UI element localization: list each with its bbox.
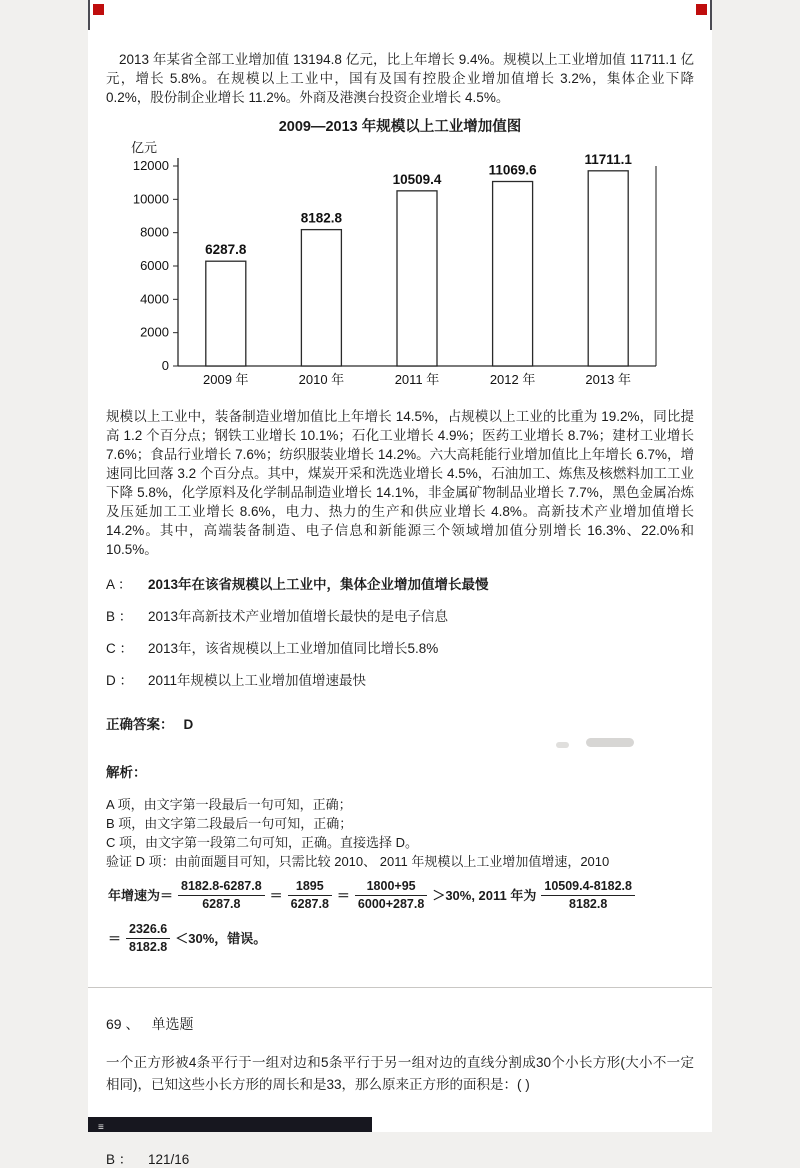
bar <box>206 261 246 366</box>
option-label: B ： <box>106 609 133 624</box>
bar <box>588 171 628 366</box>
chart-canvas <box>114 138 682 392</box>
question-69-section <box>88 1014 712 1168</box>
x-category-label: 2013 年 <box>585 372 631 387</box>
y-tick-label: 6000 <box>140 258 169 273</box>
y-axis-unit-label: 亿元 <box>130 140 158 155</box>
bar <box>397 191 437 366</box>
explanation-line: A 项，由文字第一段最后一句可知，正确； <box>106 797 352 812</box>
formula-text: ＞30%, 2011 年为 <box>432 887 537 903</box>
bar-value-label: 11069.6 <box>488 162 537 178</box>
scan-artifact <box>586 738 634 747</box>
scan-artifact <box>556 742 569 748</box>
option-text: 2013年，该省规模以上工业增加值同比增长5.8% <box>148 641 439 656</box>
options-list <box>106 573 694 689</box>
menu-icon: ≡ <box>98 1122 104 1133</box>
fraction: $\frac{1895}{6287.8}$ <box>288 879 332 912</box>
option-row-a <box>106 573 694 593</box>
question-69-header <box>106 1014 694 1034</box>
correct-answer-value: D <box>183 717 194 732</box>
bar-value-label: 11711.1 <box>584 151 632 167</box>
option-text: 2011年规模以上工业增加值增速最快 <box>148 673 367 688</box>
correct-answer-label: 正确答案： <box>106 717 174 732</box>
option-label: A ： <box>106 577 132 592</box>
option-text: 121/16 <box>148 1152 190 1167</box>
explanation-formula-line1 <box>106 877 694 914</box>
bar-value-label: 10509.4 <box>392 171 442 187</box>
document-page <box>88 0 712 1167</box>
correct-answer-row <box>106 713 694 733</box>
option-row-b <box>106 605 694 625</box>
bar <box>301 230 341 366</box>
fraction: $\frac{10509.4-8182.8}{8182.8}$ <box>541 879 635 912</box>
chart-area <box>106 138 694 397</box>
fraction: $\frac{2326.6}{8182.8}$ <box>126 922 170 955</box>
explanation-lines <box>106 795 694 957</box>
y-tick-label: 2000 <box>140 324 169 340</box>
option-text: 2013年高新技术产业增加值增长最快的是电子信息 <box>148 609 449 624</box>
y-tick-label: 4000 <box>140 291 169 307</box>
option-label: C ： <box>106 641 133 656</box>
option-row-b <box>106 1148 694 1168</box>
x-category-label: 2010 年 <box>298 372 345 387</box>
section-divider <box>88 987 712 988</box>
option-row-d <box>106 669 694 689</box>
question-number: 69 、 <box>106 1016 140 1032</box>
explanation-heading: 解析： <box>106 765 147 780</box>
formula-text: ＝ <box>269 887 283 903</box>
page-edge-right <box>710 0 712 30</box>
bar <box>493 182 533 366</box>
question-type: 单选题 <box>151 1016 194 1032</box>
x-category-label: 2011 年 <box>394 372 440 387</box>
explanation-line: B 项，由文字第二段最后一句可知，正确； <box>106 816 353 831</box>
option-label: B ： <box>106 1152 133 1167</box>
y-tick-label: 8000 <box>140 224 169 240</box>
formula-text: ＝ <box>108 930 122 946</box>
y-tick-label: 12000 <box>132 158 169 173</box>
formula-text: ＜30%，错误。 <box>175 930 267 946</box>
y-tick-label: 0 <box>161 358 169 373</box>
chart-title: 2009—2013 年规模以上工业增加值图 <box>278 119 522 135</box>
formula-text: ＝ <box>336 887 350 903</box>
page-edge-left <box>88 0 90 30</box>
intro-paragraph: 2013 年某省全部工业增加值 13194.8 亿元，比上年增长 9.4%。规模以上工业增加值 11711.1 亿元，增长 5.8%。在规模以上工业中，国有及国有控股企业增加值增长 3.2%，集体企业下降 0.2%，股份制企业增长 11.2%。外商及港澳台投资企业增长 4.5%。 <box>106 52 694 105</box>
x-category-label: 2012 年 <box>489 372 536 387</box>
option-row-c <box>106 637 694 657</box>
option-label: D ： <box>106 673 133 688</box>
option-text: 2013年在该省规模以上工业中，集体企业增加值增长最慢 <box>148 577 489 592</box>
formula-text: 年增速为＝ <box>108 887 174 903</box>
page-footer-bar <box>88 1117 372 1132</box>
analysis-paragraph: 规模以上工业中，装备制造业增加值比上年增长 14.5%，占规模以上工业的比重为 19.2%，同比提高 1.2 个百分点；钢铁工业增长 10.1%；石化工业增长 4.9%；医药工业增长 8.7%；建材工业增长 7.6%；食品行业增长 7.6%；纺织服装业增长 14.2%。六大高耗能行业增加值比上年增长 6.7%，增速同比回落 3.2 个百分点。其中，煤炭开采和洗选业增长 4.5%，石油加工、炼焦及核燃料加工工业下降 5.8%，化学原料及化学制品制造业增长 14.1%，非金属矿物制品业增长 7.7%，黑色金属冶炼及压延加工工业增长 8.6%，电力、热力的生产和供应业增长 4.8%。高新技术产业增加值增长 14.2%。其中，高端装备制造、电子信息和新能源三个领域增加值分别增长 16.3%、22.0%和 10.5%。 <box>106 409 694 557</box>
bar-value-label: 6287.8 <box>205 242 247 258</box>
page-content <box>88 0 712 957</box>
y-tick-label: 10000 <box>132 191 169 207</box>
question-69-text: 一个正方形被4条平行于一组对边和5条平行于另一组对边的直线分割成30个小长方形(大小不一定相同)，已知这些小长方形的周长和是33，那么原来正方形的面积是：( ) <box>106 1055 694 1092</box>
fraction: $\frac{8182.8-6287.8}{6287.8}$ <box>178 879 265 912</box>
explanation-verify-line: 验证 D 项：由前面题目可知，只需比较 2010、 2011 年规模以上工业增加值增速，2010 <box>106 854 610 869</box>
corner-mark-left-icon <box>93 4 104 15</box>
explanation-formula-line2 <box>106 920 694 957</box>
x-category-label: 2009 年 <box>203 372 249 387</box>
bar-chart <box>106 115 694 397</box>
fraction: $\frac{1800+95}{6000+287.8}$ <box>355 879 427 912</box>
bar-value-label: 8182.8 <box>300 210 343 226</box>
explanation-line: C 项，由文字第一段第二句可知，正确。直接选择 D。 <box>106 835 419 850</box>
corner-mark-right-icon <box>696 4 707 15</box>
